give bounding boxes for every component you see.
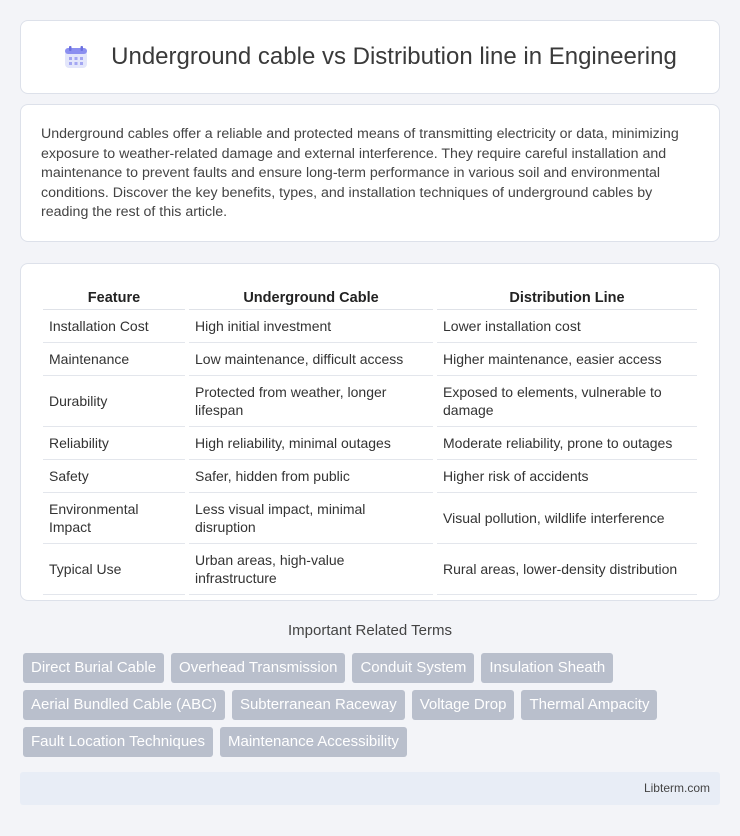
table-cell: Low maintenance, difficult access (189, 343, 433, 376)
table-cell: Maintenance (43, 343, 185, 376)
related-term-tag[interactable]: Thermal Ampacity (521, 690, 657, 720)
table-cell: Reliability (43, 427, 185, 460)
related-term-tag[interactable]: Conduit System (352, 653, 474, 683)
table-cell: Exposed to elements, vulnerable to damage (437, 376, 697, 427)
table-cell: High initial investment (189, 310, 433, 343)
table-cell: Less visual impact, minimal disruption (189, 493, 433, 544)
intro-text: Underground cables offer a reliable and protected means of transmitting electricity or data, minimizing exposure to weather-related damage and external interference. They require careful installation and maintenance to prevent faults and ensure long-term performance in various soil and environmental conditions. Discover the key benefits, types, and installation techniques of underground cables by reading the rest of this article. (41, 126, 679, 220)
table-cell: Typical Use (43, 544, 185, 595)
table-row (43, 493, 697, 544)
related-term-tag[interactable]: Subterranean Raceway (232, 690, 405, 720)
table-cell: Rural areas, lower-density distribution (437, 544, 697, 595)
table-row (43, 544, 697, 595)
page-title: Underground cable vs Distribution line in Engineering (111, 43, 677, 70)
intro-card (20, 104, 720, 242)
related-term-tag[interactable]: Direct Burial Cable (23, 653, 164, 683)
column-header: Feature (43, 284, 185, 310)
comparison-table-card (20, 263, 720, 601)
table-cell: Moderate reliability, prone to outages (437, 427, 697, 460)
related-term-tag[interactable]: Maintenance Accessibility (220, 727, 407, 757)
table-cell: Installation Cost (43, 310, 185, 343)
header-card (20, 20, 720, 94)
related-term-tag[interactable]: Insulation Sheath (481, 653, 613, 683)
table-cell: Lower installation cost (437, 310, 697, 343)
table-row (43, 376, 697, 427)
table-cell: Higher risk of accidents (437, 460, 697, 493)
table-row (43, 310, 697, 343)
comparison-table (39, 284, 701, 595)
table-cell: Visual pollution, wildlife interference (437, 493, 697, 544)
table-cell: Safety (43, 460, 185, 493)
table-cell: Environmental Impact (43, 493, 185, 544)
table-row (43, 460, 697, 493)
table-cell: Durability (43, 376, 185, 427)
table-row (43, 343, 697, 376)
related-terms-list (23, 653, 723, 757)
footer-site-link[interactable]: Libterm.com (643, 781, 710, 795)
table-header-row (43, 284, 697, 310)
column-header: Distribution Line (437, 284, 697, 310)
table-cell: Protected from weather, longer lifespan (189, 376, 433, 427)
table-cell: Safer, hidden from public (189, 460, 433, 493)
related-term-tag[interactable]: Voltage Drop (412, 690, 515, 720)
table-row (43, 427, 697, 460)
footer (20, 772, 720, 805)
table-cell: Urban areas, high-value infrastructure (189, 544, 433, 595)
table-cell: High reliability, minimal outages (189, 427, 433, 460)
column-header: Underground Cable (189, 284, 433, 310)
table-cell: Higher maintenance, easier access (437, 343, 697, 376)
calendar-icon (63, 44, 89, 70)
related-term-tag[interactable]: Overhead Transmission (171, 653, 345, 683)
related-term-tag[interactable]: Aerial Bundled Cable (ABC) (23, 690, 225, 720)
related-term-tag[interactable]: Fault Location Techniques (23, 727, 213, 757)
related-terms-title: Important Related Terms (288, 622, 452, 639)
